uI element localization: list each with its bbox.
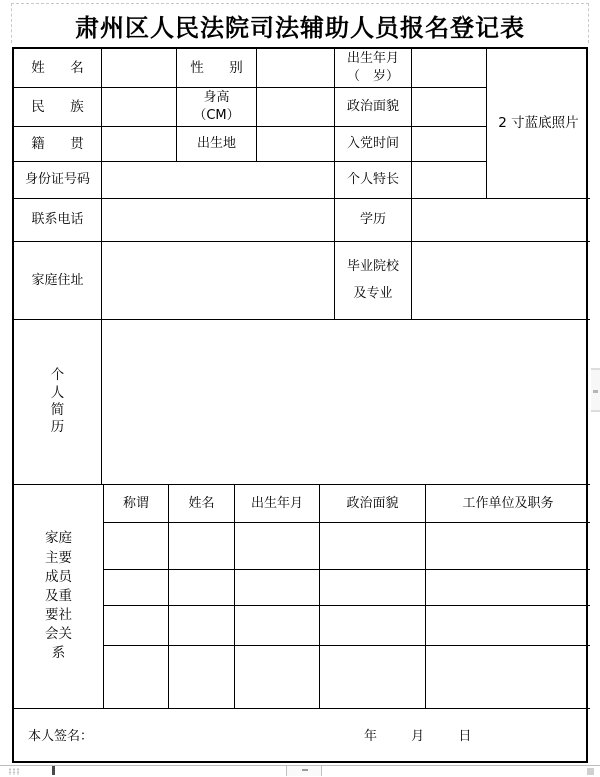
family-cell-political-status[interactable] — [320, 570, 426, 606]
family-cell-name[interactable] — [169, 570, 235, 606]
field-value-height[interactable] — [257, 88, 335, 127]
family-cell-political-status[interactable] — [320, 523, 426, 570]
field-value-school-major[interactable] — [412, 242, 590, 320]
family-cell-birth-date[interactable] — [235, 646, 320, 709]
family-cell-political-status[interactable] — [320, 646, 426, 709]
registration-form-table — [12, 47, 588, 763]
status-field-box[interactable] — [286, 766, 322, 776]
field-value-ethnicity[interactable] — [102, 88, 177, 127]
field-value-home-address[interactable] — [102, 242, 335, 320]
field-label-height: 身高 （CM） — [177, 88, 257, 127]
field-label-family-members: 家庭主要成员及重要社会关系 — [14, 485, 104, 709]
minus-icon — [302, 769, 308, 771]
field-label-political-status: 政治面貌 — [335, 88, 412, 127]
field-value-id-number[interactable] — [102, 162, 335, 199]
field-label-phone: 联系电话 — [14, 199, 102, 242]
field-value-personal-resume[interactable] — [102, 320, 590, 485]
page-title: 肃州区人民法院司法辅助人员报名登记表 — [75, 13, 525, 42]
family-cell-birth-date[interactable] — [235, 570, 320, 606]
family-cell-workplace-position[interactable] — [426, 646, 590, 709]
photo-placeholder-cell[interactable]: 2 寸蓝底照片 — [487, 49, 590, 199]
field-value-phone[interactable] — [102, 199, 335, 242]
family-table-header-workplace-position: 工作单位及职务 — [426, 485, 590, 523]
family-cell-relation[interactable] — [104, 606, 169, 646]
field-value-name[interactable] — [102, 49, 177, 88]
field-label-school-major: 毕业院校 及专业 — [335, 242, 412, 320]
field-label-party-join-date: 入党时间 — [335, 127, 412, 162]
signature-date-day: 日 — [458, 729, 472, 745]
bottom-toolbar-strip — [0, 765, 600, 777]
resize-handle-icon[interactable] — [587, 768, 594, 775]
field-value-specialty[interactable] — [412, 162, 487, 199]
ruler-tick-marker — [52, 766, 55, 775]
family-cell-workplace-position[interactable] — [426, 606, 590, 646]
family-cell-birth-date[interactable] — [235, 606, 320, 646]
field-label-specialty: 个人特长 — [335, 162, 412, 199]
field-label-gender: 性 别 — [177, 49, 257, 88]
family-cell-name[interactable] — [169, 523, 235, 570]
signature-date-month: 月 — [411, 729, 425, 745]
field-label-birth-date: 出生年月 （ 岁） — [335, 49, 412, 88]
field-label-ethnicity: 民 族 — [14, 88, 102, 127]
family-cell-relation[interactable] — [104, 570, 169, 606]
field-value-native-place[interactable] — [102, 127, 177, 162]
vertical-scrollbar[interactable] — [591, 368, 600, 412]
field-value-birth-date[interactable] — [412, 49, 487, 88]
field-value-birthplace[interactable] — [257, 127, 335, 162]
family-cell-political-status[interactable] — [320, 606, 426, 646]
family-cell-workplace-position[interactable] — [426, 570, 590, 606]
field-value-political-status[interactable] — [412, 88, 487, 127]
family-table-header-relation: 称谓 — [104, 485, 169, 523]
field-value-party-join-date[interactable] — [412, 127, 487, 162]
field-label-name: 姓 名 — [14, 49, 102, 88]
scrollbar-thumb-grip — [593, 390, 598, 393]
field-value-education[interactable] — [412, 199, 590, 242]
family-table-header-political-status: 政治面貌 — [320, 485, 426, 523]
field-label-id-number: 身份证号码 — [14, 162, 102, 199]
family-cell-birth-date[interactable] — [235, 523, 320, 570]
signature-row — [14, 709, 590, 765]
signature-date-fields[interactable] — [364, 728, 471, 746]
family-cell-relation[interactable] — [104, 646, 169, 709]
family-cell-relation[interactable] — [104, 523, 169, 570]
family-cell-workplace-position[interactable] — [426, 523, 590, 570]
signature-date-year: 年 — [364, 729, 378, 745]
family-table-header-birth-date: 出生年月 — [235, 485, 320, 523]
signature-label: 本人签名： — [28, 729, 94, 745]
family-table-header-name: 姓名 — [169, 485, 235, 523]
field-label-education: 学历 — [335, 199, 412, 242]
field-label-home-address: 家庭住址 — [14, 242, 102, 320]
field-value-gender[interactable] — [257, 49, 335, 88]
grid-dots-icon — [8, 768, 20, 775]
field-label-native-place: 籍 贯 — [14, 127, 102, 162]
family-cell-name[interactable] — [169, 606, 235, 646]
family-cell-name[interactable] — [169, 646, 235, 709]
field-label-birthplace: 出生地 — [177, 127, 257, 162]
field-label-personal-resume: 个 人 简 历 — [14, 320, 102, 485]
